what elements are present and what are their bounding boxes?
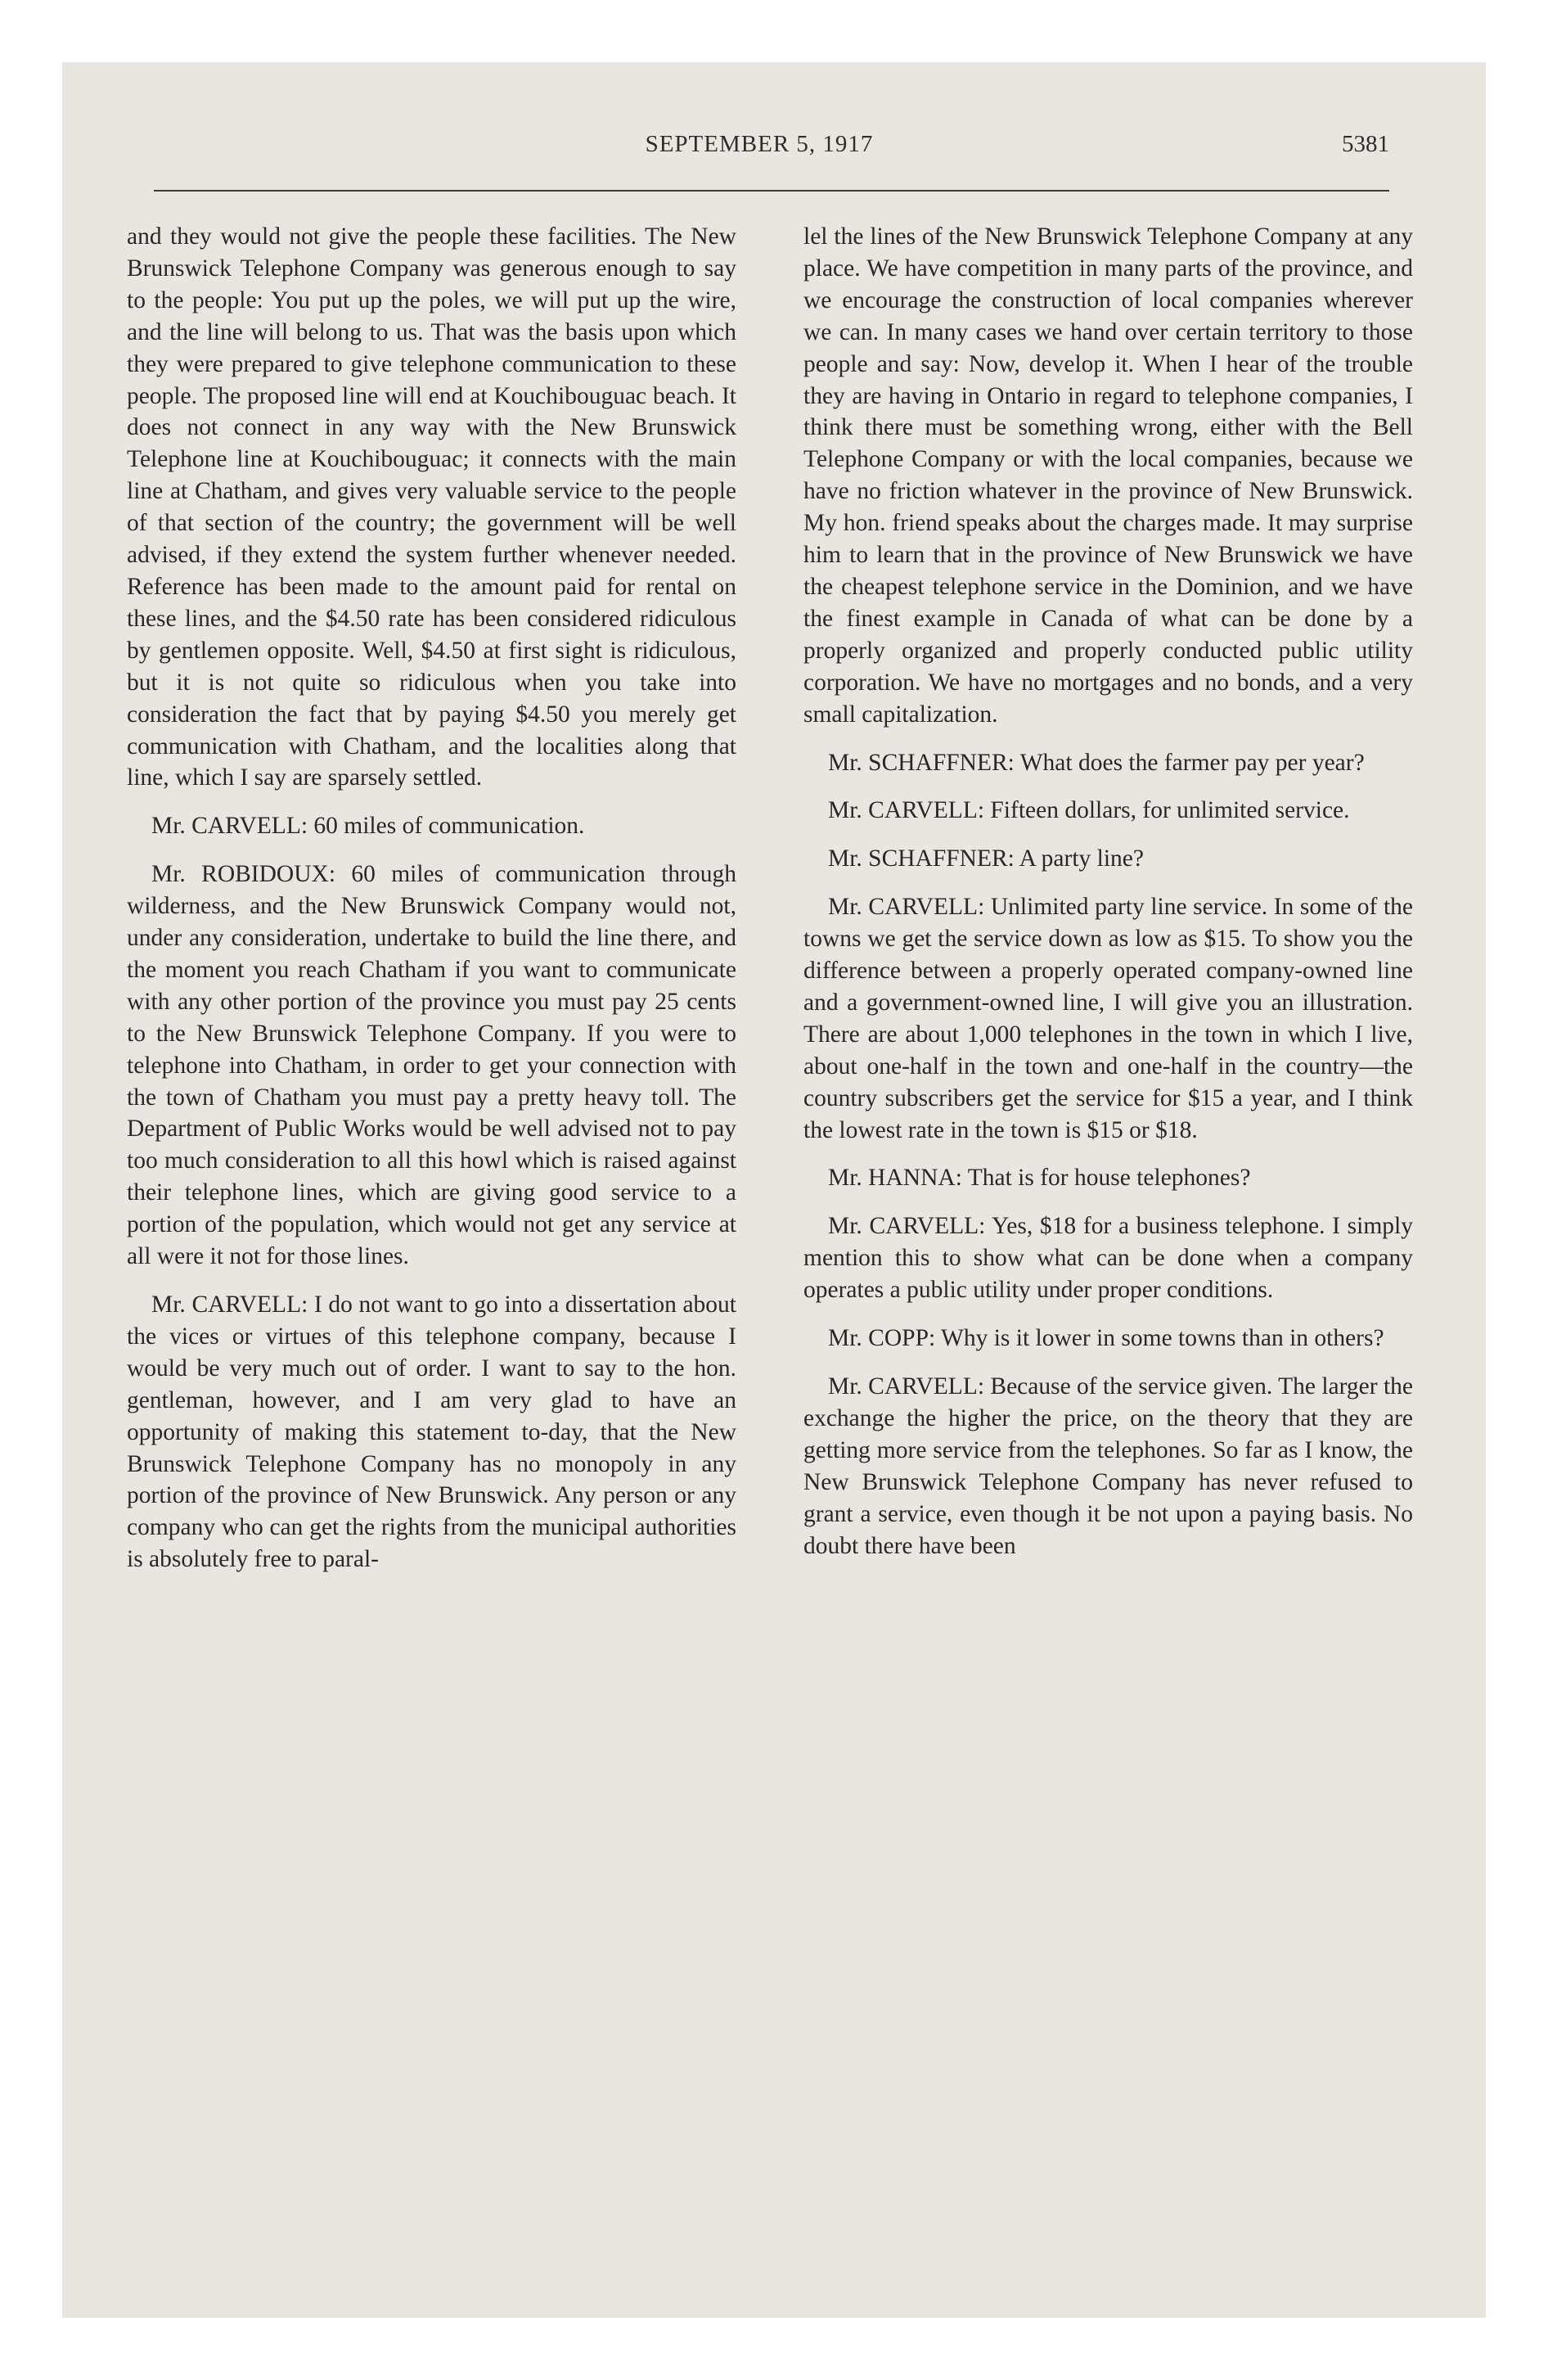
paragraph: Mr. CARVELL: 60 miles of communication. — [151, 813, 585, 840]
header-rule — [154, 190, 1389, 192]
paragraph: Mr. SCHAFFNER: What does the farmer pay per year? — [828, 749, 1365, 776]
paragraph: Mr. HANNA: That is for house telephones? — [828, 1165, 1251, 1192]
paragraph: Mr. CARVELL: Yes, $18 for a business telephone. I simply mention this to show what can be done when a company operates a public utility under proper conditions. — [803, 1213, 1413, 1304]
paragraph: Mr. CARVELL: Fifteen dollars, for unlimited service. — [828, 797, 1350, 824]
running-head: SEPTEMBER 5, 1917 — [645, 131, 874, 157]
left-column — [127, 221, 736, 1592]
paragraph: Mr. CARVELL: Because of the service given. The larger the exchange the higher the price, on the theory that they are getting more service from the telephones. So far as I know, the New Brunswick Telephone Company has never refused to grant a service, even though it be not upon a paying basis. No doubt there have been — [803, 1373, 1413, 1559]
paragraph: Mr. SCHAFFNER: A party line? — [828, 845, 1144, 872]
paragraph: Mr. CARVELL: I do not want to go into a dissertation about the vices or virtues of this telephone company, because I would be very much out of order. I want to say to the hon. gentleman, however, and I am very glad to have an opportunity of making this statement to-day, that the New Brunswick Telephone Company has no monopoly in any portion of the province of New Brunswick. Any person or any company who can get the rights from the municipal authorities is absolutely free to paral- — [127, 1291, 736, 1573]
right-column — [803, 221, 1413, 1578]
paragraph: Mr. CARVELL: Unlimited party line service. In some of the towns we get the service down as low as $15. To show you the difference between a properly operated company-owned line and a government-owned line, I will give you an illustration. There are about 1,000 telephones in the town in which I live, about one-half in the town and one-half in the country—the country subscribers get the service for $15 a year, and I think the lowest rate in the town is $15 or $18. — [803, 894, 1413, 1143]
paragraph: and they would not give the people these facilities. The New Brunswick Telephone Company was generous enough to say to the people: You put up the poles, we will put up the wire, and the line will belong to us. That was the basis upon which they were prepared to give telephone communication to these people. The proposed line will end at Kouchibouguac beach. It does not connect in any way with the New Brunswick Telephone line at Kouchibouguac; it connects with the main line at Chatham, and gives very valuable service to the people of that section of the country; the government will be well advised, if they extend the system further whenever needed. Reference has been made to the amount paid for rental on these lines, and the $4.50 rate has been considered ridiculous by gentlemen opposite. Well, $4.50 at first sight is ridiculous, but it is not quite so ridiculous when you take into consideration the fact that by paying $4.50 you merely get communication with Chatham, and the localities along that line, which I say are sparsely settled. — [127, 223, 736, 791]
page-number: 5381 — [1342, 131, 1389, 157]
paragraph: Mr. ROBIDOUX: 60 miles of communication through wilderness, and the New Brunswick Company would not, under any consideration, undertake to build the line there, and the moment you reach Chatham if you want to communicate with any other portion of the province you must pay 25 cents to the New Brunswick Telephone Company. If you were to telephone into Chatham, in order to get your connection with the town of Chatham you must pay a pretty heavy toll. The Department of Public Works would be well advised not to pay too much consideration to all this howl which is raised against their telephone lines, which are giving good service to a portion of the population, which would not get any service at all were it not for those lines. — [127, 861, 736, 1270]
paragraph: lel the lines of the New Brunswick Telephone Company at any place. We have competition in many parts of the province, and we encourage the construction of local companies wherever we can. In many cases we hand over certain territory to those people and say: Now, develop it. When I hear of the trouble they are having in Ontario in regard to telephone companies, I think there must be something wrong, either with the Bell Telephone Company or with the local companies, because we have no friction whatever in the province of New Brunswick. My hon. friend speaks about the charges made. It may surprise him to learn that in the province of New Brunswick we have the cheapest telephone service in the Dominion, and we have the finest example in Canada of what can be done by a properly organized and properly conducted public utility corporation. We have no mortgages and no bonds, and a very small capitalization. — [803, 223, 1413, 728]
paragraph: Mr. COPP: Why is it lower in some towns than in others? — [828, 1325, 1384, 1352]
page-header — [129, 131, 1389, 172]
